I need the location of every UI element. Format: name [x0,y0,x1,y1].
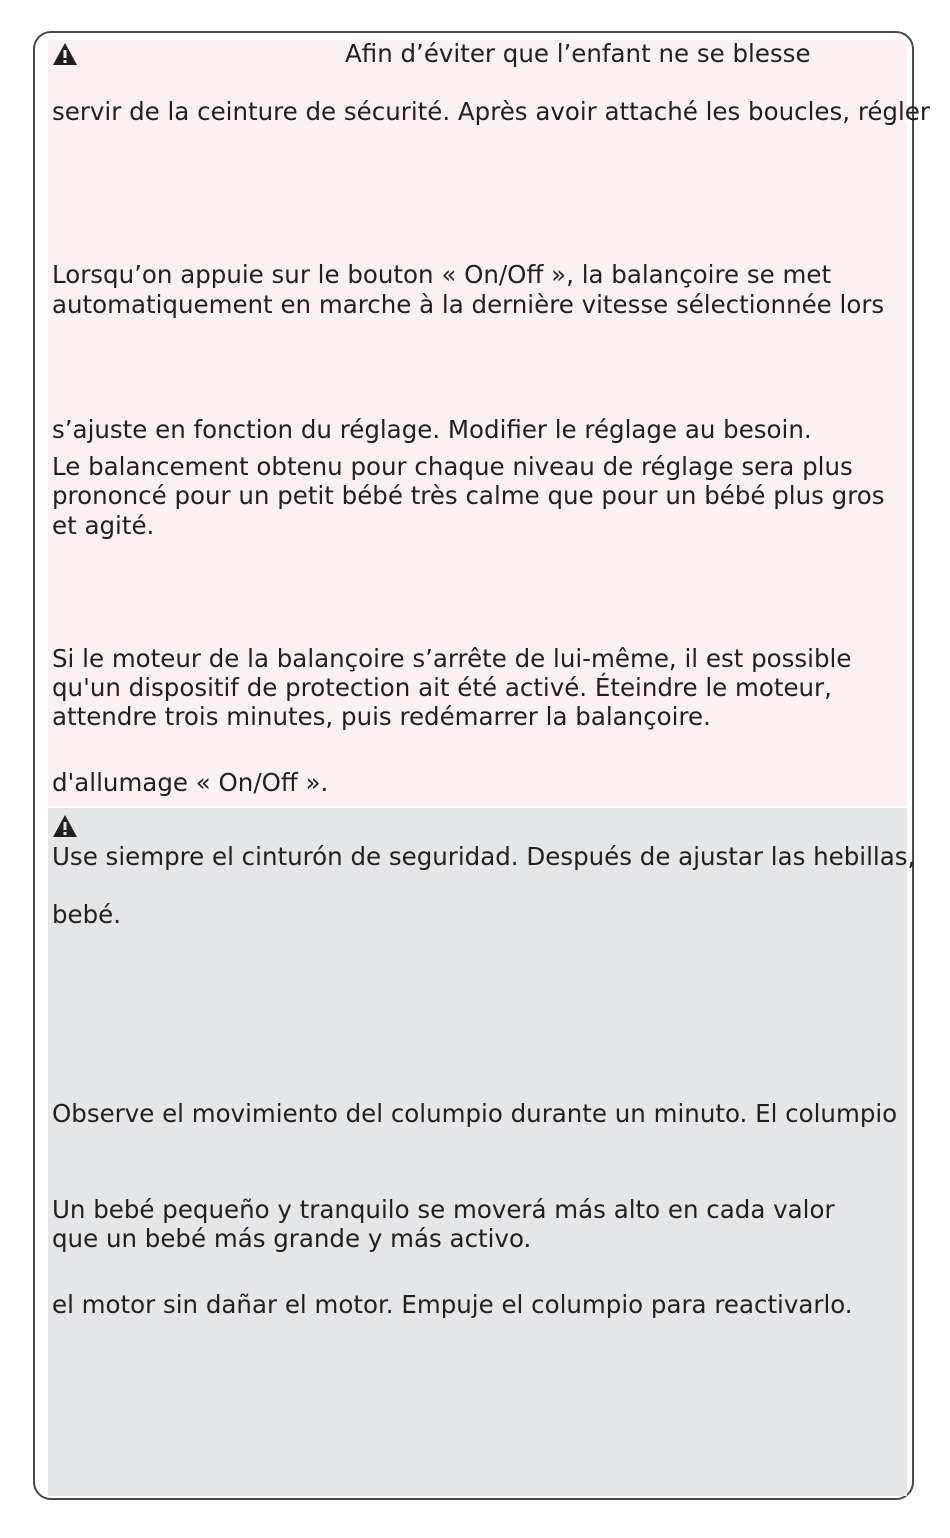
french-paragraph-5-line-3: attendre trois minutes, puis redémarrer la balançoire. [52,702,711,731]
french-warning-heading: Afin d’éviter que l’enfant ne se blesse [345,39,811,68]
french-paragraph-2-line-1: Lorsqu’on appuie sur le bouton « On/Off », la balançoire se met [52,260,832,289]
spanish-paragraph-1: Use siempre el cinturón de seguridad. Después de ajustar las hebillas, [52,842,916,871]
spanish-section [48,808,907,1496]
french-paragraph-4-line-1: Le balancement obtenu pour chaque niveau de réglage sera plus [52,452,853,481]
spanish-paragraph-2: bebé. [52,900,122,929]
spanish-paragraph-4-line-1: Un bebé pequeño y tranquilo se moverá más alto en cada valor [52,1195,835,1224]
warning-triangle-icon [52,42,78,66]
warning-triangle-icon [52,814,78,838]
french-paragraph-3: s’ajuste en fonction du réglage. Modifier le réglage au besoin. [52,415,812,444]
spanish-paragraph-4-line-2: que un bebé más grande y más activo. [52,1224,532,1253]
french-paragraph-1: servir de la ceinture de sécurité. Après avoir attaché les boucles, régler [52,97,930,126]
spanish-paragraph-3: Observe el movimiento del columpio durante un minuto. El columpio [52,1099,898,1128]
french-paragraph-2-line-2: automatiquement en marche à la dernière vitesse sélectionnée lors [52,290,885,319]
french-paragraph-4-line-3: et agité. [52,511,155,540]
french-paragraph-6: d'allumage « On/Off ». [52,768,329,797]
french-paragraph-5-line-2: qu'un dispositif de protection ait été activé. Éteindre le moteur, [52,673,832,702]
french-paragraph-4-line-2: prononcé pour un petit bébé très calme que pour un bébé plus gros [52,481,885,510]
spanish-paragraph-5: el motor sin dañar el motor. Empuje el columpio para reactivarlo. [52,1290,853,1319]
french-paragraph-5-line-1: Si le moteur de la balançoire s’arrête de lui-même, il est possible [52,644,852,673]
